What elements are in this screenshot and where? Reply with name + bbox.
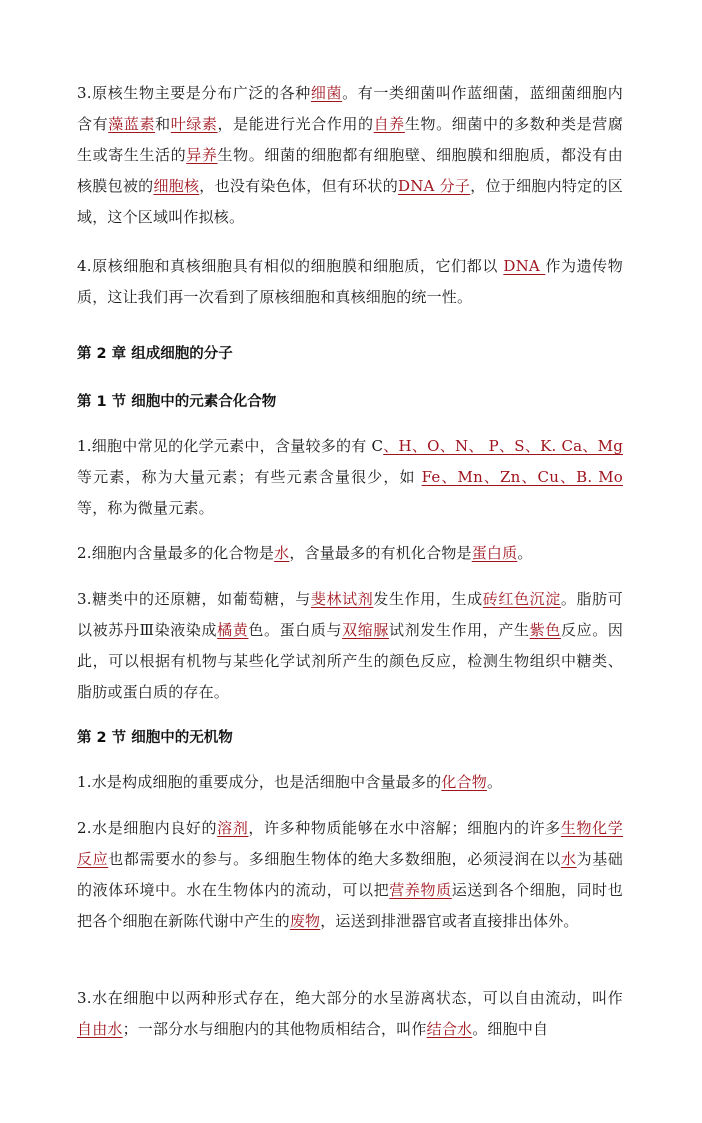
keyword-answer: 砖红色沉淀	[482, 590, 561, 608]
keyword-answer: 叶绿素	[170, 115, 218, 133]
text-run: 作为遗传物质，这让我们再一次看到了原核细胞和真核细胞的统一性。	[77, 257, 623, 306]
keyword-answer: 自由水	[77, 1020, 123, 1038]
keyword-answer: 蛋白质	[471, 544, 518, 562]
keyword-answer: DNA 分子	[398, 177, 471, 195]
text-run: 2.细胞内含量最多的化合物是	[77, 544, 275, 562]
keyword-answer: 紫色	[529, 621, 561, 639]
keyword-answer: 化合物	[441, 773, 487, 791]
text-run: 生物。细菌中的多数种类是营腐生或寄生生活的	[77, 115, 624, 164]
text-run: 等，称为微量元素。	[77, 499, 214, 517]
paragraph-water-forms	[77, 983, 623, 1045]
paragraph-color-reactions	[77, 584, 623, 708]
text-run: 试剂发生作用，产生	[389, 621, 530, 639]
keyword-answer: 、H、O、N、 P、S、K. Ca、Mg	[383, 437, 623, 455]
paragraph-water-solvent	[77, 813, 623, 937]
keyword-answer: 藻蓝素	[108, 115, 156, 133]
keyword-answer: 结合水	[426, 1020, 473, 1038]
text-run: ，许多种物质能够在水中溶解；细胞内的许多	[248, 819, 561, 837]
text-run: 。脂肪可以被苏丹Ⅲ染液染成	[77, 590, 623, 639]
keyword-answer: 营养物质	[389, 881, 452, 899]
text-run: 2.水是细胞内良好的	[77, 819, 218, 837]
keyword-answer: 废物	[289, 912, 321, 930]
text-run: ，位于细胞内特定的区域，这个区域叫作拟核。	[77, 177, 623, 226]
paragraph-prokaryote-eukaryote-unity	[77, 251, 623, 313]
chapter-heading: 第 2 章 组成细胞的分子	[77, 346, 233, 362]
text-run: 生物。细菌的细胞都有细胞壁、细胞膜和细胞质，都没有由核膜包被的	[77, 146, 624, 195]
keyword-answer: Fe、Mn、Zn、Cu、B. Mo	[421, 468, 623, 486]
keyword-answer: 生物化学反应	[77, 819, 623, 868]
text-run: ，运送到排泄器官或者直接排出体外。	[320, 912, 579, 930]
keyword-answer: DNA	[503, 257, 546, 275]
text-run: 发生作用，生成	[373, 590, 483, 608]
text-run: 1.水是构成细胞的重要成分，也是活细胞中含量最多的	[77, 773, 442, 791]
text-run: 。	[517, 544, 533, 562]
text-run: 1.细胞中常见的化学元素中，含量较多的有 C	[77, 437, 384, 455]
section-heading-elements: 第 1 节 细胞中的元素合化合物	[77, 394, 277, 410]
text-run: ，含量最多的有机化合物是	[289, 544, 472, 562]
keyword-answer: 细菌	[310, 84, 343, 102]
text-run: 。细胞中自	[472, 1020, 549, 1038]
text-run: 4.原核细胞和真核细胞具有相似的细胞膜和细胞质，它们都以	[77, 257, 504, 275]
text-run: 。有一类细菌叫作蓝细菌，蓝细菌细胞内含有	[77, 84, 624, 133]
keyword-answer: 自养	[373, 115, 405, 133]
keyword-answer: 水	[274, 544, 290, 562]
keyword-answer: 异养	[186, 146, 218, 164]
keyword-answer: 橘黄	[217, 621, 249, 639]
text-run: 反应。因此，可以根据有机物与某些化学试剂所产生的颜色反应，检测生物组织中糖类、脂肪或蛋白质的存在。	[77, 621, 624, 701]
keyword-answer: 斐林试剂	[310, 590, 374, 608]
text-run: 运送到各个细胞，同时也把各个细胞在新陈代谢中产生的	[77, 881, 623, 930]
text-run: 3.糖类中的还原糖，如葡萄糖，与	[77, 590, 311, 608]
text-run: 。	[486, 773, 503, 791]
text-run: 为基础的液体环境中。水在生物体内的流动，可以把	[77, 850, 624, 899]
keyword-answer: 溶剂	[217, 819, 249, 837]
text-run: ，也没有染色体，但有环状的	[199, 177, 398, 195]
text-run: 3.水在细胞中以两种形式存在，绝大部分的水呈游离状态，可以自由流动，叫作	[77, 989, 623, 1007]
keyword-answer: 水	[560, 850, 577, 868]
paragraph-elements-macro-micro	[77, 431, 623, 524]
text-run: 和	[155, 115, 171, 133]
keyword-answer: 细胞核	[153, 177, 200, 195]
paragraph-water-protein	[77, 538, 623, 569]
text-run: 也都需要水的参与。多细胞生物体的绝大多数细胞，必须浸润在以	[108, 850, 561, 868]
keyword-answer: 双缩脲	[342, 621, 390, 639]
text-run: 色。蛋白质与	[248, 621, 343, 639]
paragraph-prokaryote-bacteria	[77, 78, 623, 233]
text-run: 等元素，称为大量元素；有些元素含量很少，如	[77, 468, 422, 486]
paragraph-water-compound	[77, 767, 623, 798]
text-run: 3.原核生物主要是分布广泛的各种	[77, 84, 311, 102]
text-run: ；一部分水与细胞内的其他物质相结合，叫作	[122, 1020, 427, 1038]
text-run: ，是能进行光合作用的	[217, 115, 374, 133]
section-heading-inorganic: 第 2 节 细胞中的无机物	[77, 730, 233, 746]
